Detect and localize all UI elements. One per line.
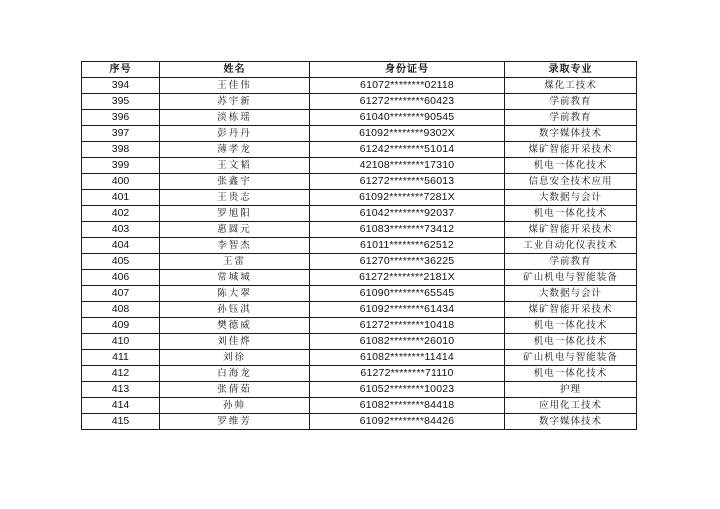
cell-id-number: 61272********2181X xyxy=(310,270,505,286)
table-row xyxy=(82,158,637,174)
cell-admitted-major: 大数据与会计 xyxy=(505,190,637,206)
cell-name: 白海龙 xyxy=(160,366,310,382)
table-row xyxy=(82,94,637,110)
cell-id-number: 61270********36225 xyxy=(310,254,505,270)
cell-serial-number: 414 xyxy=(82,398,160,414)
cell-serial-number: 401 xyxy=(82,190,160,206)
cell-id-number: 61092********61434 xyxy=(310,302,505,318)
cell-admitted-major: 煤矿智能开采技术 xyxy=(505,302,637,318)
cell-name: 李智杰 xyxy=(160,238,310,254)
cell-admitted-major: 机电一体化技术 xyxy=(505,366,637,382)
cell-id-number: 61040********90545 xyxy=(310,110,505,126)
cell-id-number: 61072********02118 xyxy=(310,78,505,94)
cell-admitted-major: 学前教育 xyxy=(505,94,637,110)
cell-name: 刘徐 xyxy=(160,350,310,366)
cell-name: 张鑫宇 xyxy=(160,174,310,190)
cell-serial-number: 402 xyxy=(82,206,160,222)
cell-admitted-major: 大数据与会计 xyxy=(505,286,637,302)
cell-admitted-major: 应用化工技术 xyxy=(505,398,637,414)
table-row xyxy=(82,142,637,158)
table-row xyxy=(82,270,637,286)
cell-name: 王文韬 xyxy=(160,158,310,174)
cell-admitted-major: 矿山机电与智能装备 xyxy=(505,350,637,366)
cell-serial-number: 409 xyxy=(82,318,160,334)
cell-name: 孙钰淇 xyxy=(160,302,310,318)
cell-id-number: 61092********9302X xyxy=(310,126,505,142)
table-row xyxy=(82,254,637,270)
cell-admitted-major: 学前教育 xyxy=(505,110,637,126)
cell-name: 王贵志 xyxy=(160,190,310,206)
table-row xyxy=(82,190,637,206)
cell-id-number: 61011********62512 xyxy=(310,238,505,254)
cell-name: 苏宇新 xyxy=(160,94,310,110)
cell-name: 张倩茹 xyxy=(160,382,310,398)
cell-serial-number: 398 xyxy=(82,142,160,158)
cell-name: 常城城 xyxy=(160,270,310,286)
cell-id-number: 61272********71110 xyxy=(310,366,505,382)
cell-serial-number: 396 xyxy=(82,110,160,126)
cell-admitted-major: 机电一体化技术 xyxy=(505,158,637,174)
cell-admitted-major: 学前教育 xyxy=(505,254,637,270)
cell-admitted-major: 信息安全技术应用 xyxy=(505,174,637,190)
table-row xyxy=(82,382,637,398)
cell-name: 王雷 xyxy=(160,254,310,270)
table-row xyxy=(82,414,637,430)
table-row xyxy=(82,286,637,302)
cell-name: 孙帅 xyxy=(160,398,310,414)
cell-id-number: 61082********11414 xyxy=(310,350,505,366)
cell-admitted-major: 护理 xyxy=(505,382,637,398)
admission-table xyxy=(81,61,637,430)
cell-id-number: 61092********84426 xyxy=(310,414,505,430)
cell-name: 罗旭阳 xyxy=(160,206,310,222)
cell-id-number: 61092********7281X xyxy=(310,190,505,206)
cell-name: 薄孝龙 xyxy=(160,142,310,158)
table-row xyxy=(82,110,637,126)
cell-serial-number: 415 xyxy=(82,414,160,430)
cell-serial-number: 406 xyxy=(82,270,160,286)
cell-name: 罗维芳 xyxy=(160,414,310,430)
table-row xyxy=(82,318,637,334)
cell-serial-number: 410 xyxy=(82,334,160,350)
table-row xyxy=(82,174,637,190)
table-row xyxy=(82,398,637,414)
cell-admitted-major: 机电一体化技术 xyxy=(505,334,637,350)
cell-id-number: 61083********73412 xyxy=(310,222,505,238)
cell-id-number: 61272********60423 xyxy=(310,94,505,110)
cell-serial-number: 408 xyxy=(82,302,160,318)
cell-admitted-major: 矿山机电与智能装备 xyxy=(505,270,637,286)
cell-id-number: 61042********92037 xyxy=(310,206,505,222)
cell-serial-number: 404 xyxy=(82,238,160,254)
table-body xyxy=(82,78,637,430)
cell-serial-number: 400 xyxy=(82,174,160,190)
cell-name: 王佳伟 xyxy=(160,78,310,94)
cell-id-number: 42108********17310 xyxy=(310,158,505,174)
cell-id-number: 61090********65545 xyxy=(310,286,505,302)
cell-admitted-major: 数字媒体技术 xyxy=(505,126,637,142)
cell-serial-number: 394 xyxy=(82,78,160,94)
cell-serial-number: 399 xyxy=(82,158,160,174)
cell-serial-number: 411 xyxy=(82,350,160,366)
cell-admitted-major: 机电一体化技术 xyxy=(505,206,637,222)
cell-id-number: 61082********84418 xyxy=(310,398,505,414)
table-row xyxy=(82,366,637,382)
header-admitted-major: 录取专业 xyxy=(505,62,637,78)
cell-id-number: 61242********51014 xyxy=(310,142,505,158)
header-id-number: 身份证号 xyxy=(310,62,505,78)
cell-name: 惠圆元 xyxy=(160,222,310,238)
cell-name: 陈大翠 xyxy=(160,286,310,302)
cell-serial-number: 405 xyxy=(82,254,160,270)
cell-serial-number: 413 xyxy=(82,382,160,398)
cell-id-number: 61082********26010 xyxy=(310,334,505,350)
cell-serial-number: 407 xyxy=(82,286,160,302)
cell-name: 彭丹丹 xyxy=(160,126,310,142)
header-name: 姓名 xyxy=(160,62,310,78)
cell-name: 樊德威 xyxy=(160,318,310,334)
cell-admitted-major: 工业自动化仪表技术 xyxy=(505,238,637,254)
table-row xyxy=(82,238,637,254)
cell-admitted-major: 数字媒体技术 xyxy=(505,414,637,430)
table-header-row xyxy=(82,62,637,78)
cell-serial-number: 395 xyxy=(82,94,160,110)
table-row xyxy=(82,78,637,94)
cell-admitted-major: 煤矿智能开采技术 xyxy=(505,222,637,238)
cell-name: 淡栋瑶 xyxy=(160,110,310,126)
cell-serial-number: 403 xyxy=(82,222,160,238)
cell-id-number: 61272********56013 xyxy=(310,174,505,190)
cell-admitted-major: 煤矿智能开采技术 xyxy=(505,142,637,158)
table-row xyxy=(82,206,637,222)
table-row xyxy=(82,334,637,350)
table-row xyxy=(82,302,637,318)
table-row xyxy=(82,350,637,366)
cell-admitted-major: 机电一体化技术 xyxy=(505,318,637,334)
cell-admitted-major: 煤化工技术 xyxy=(505,78,637,94)
cell-serial-number: 397 xyxy=(82,126,160,142)
table-row xyxy=(82,222,637,238)
cell-name: 刘佳烨 xyxy=(160,334,310,350)
header-serial-number: 序号 xyxy=(82,62,160,78)
table-row xyxy=(82,126,637,142)
cell-serial-number: 412 xyxy=(82,366,160,382)
cell-id-number: 61272********10418 xyxy=(310,318,505,334)
cell-id-number: 61052********10023 xyxy=(310,382,505,398)
